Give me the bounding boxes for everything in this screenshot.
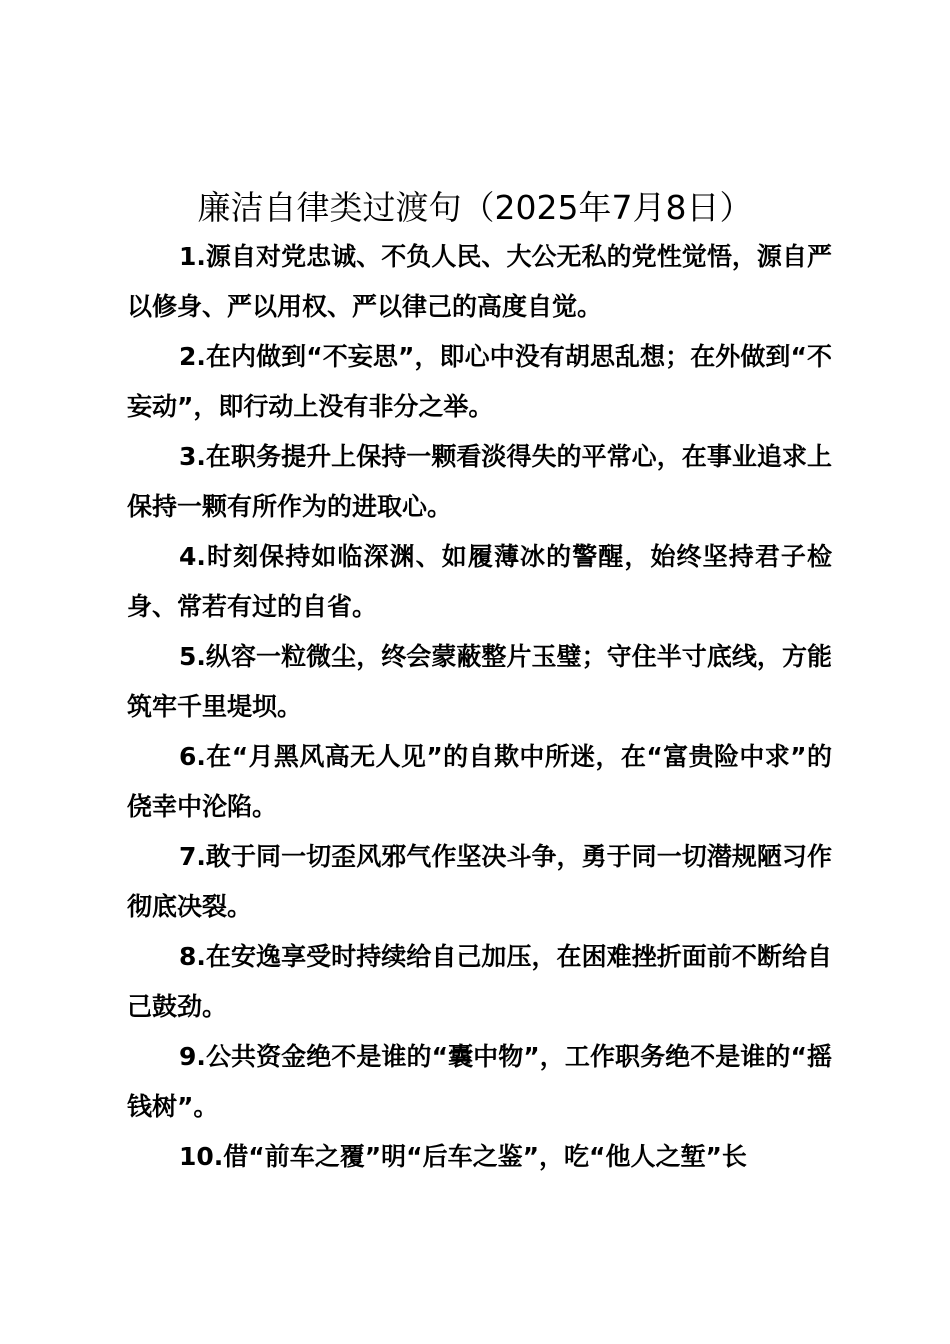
document-body	[127, 232, 832, 1182]
document-title: 廉洁自律类过渡句（2025年7月8日）	[197, 188, 753, 227]
paragraph-1: 1.源自对党忠诚、不负人民、大公无私的党性觉悟，源自严以修身、严以用权、严以律己的高度自觉。	[127, 242, 832, 321]
paragraph-10: 10.借“前车之覆”明“后车之鉴”，吃“他人之堑”长	[179, 1142, 747, 1171]
paragraph-9: 9.公共资金绝不是谁的“囊中物”，工作职务绝不是谁的“摇钱树”。	[127, 1042, 832, 1121]
paragraph-4: 4.时刻保持如临深渊、如履薄冰的警醒，始终坚持君子检身、常若有过的自省。	[127, 542, 832, 621]
paragraph-8: 8.在安逸享受时持续给自己加压，在困难挫折面前不断给自己鼓劲。	[127, 942, 832, 1021]
paragraph-6: 6.在“月黑风高无人见”的自欺中所迷，在“富贵险中求”的侥幸中沦陷。	[127, 742, 832, 821]
paragraph-3: 3.在职务提升上保持一颗看淡得失的平常心，在事业追求上保持一颗有所作为的进取心。	[127, 442, 832, 521]
paragraph-5: 5.纵容一粒微尘，终会蒙蔽整片玉璧；守住半寸底线，方能筑牢千里堤坝。	[127, 642, 832, 721]
paragraph-7: 7.敢于同一切歪风邪气作坚决斗争，勇于同一切潜规陋习作彻底决裂。	[127, 842, 832, 921]
paragraph-2: 2.在内做到“不妄思”，即心中没有胡思乱想；在外做到“不妄动”，即行动上没有非分之举。	[127, 342, 832, 421]
